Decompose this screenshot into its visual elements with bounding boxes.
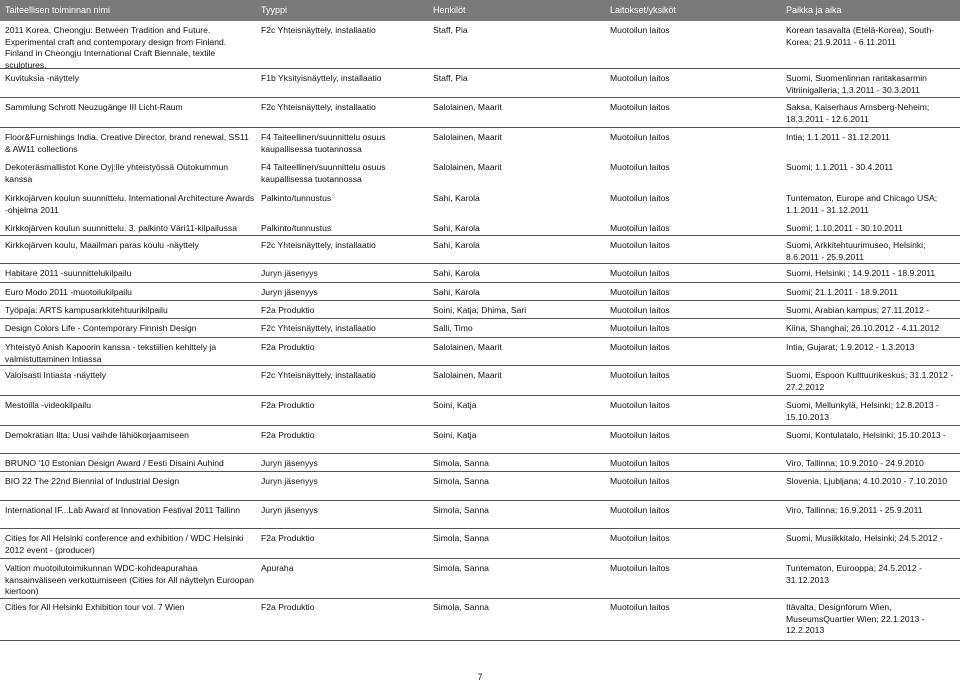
activity-type: Juryn jäsenyys xyxy=(261,268,318,278)
activity-type: F2c Yhteisnäyttely, installaatio xyxy=(261,240,376,250)
activity-place-time: Intia, Gujarat; 1.9.2012 - 1.3.2013 xyxy=(786,342,915,352)
row-divider xyxy=(0,598,960,599)
activity-department: Muotoilun laitos xyxy=(610,240,670,250)
activity-place-time: Suomi, Arkkitehtuurimuseo, Helsinki; 8.6.2011 - 25.9.2011 xyxy=(786,240,926,262)
row-divider xyxy=(0,471,960,472)
activity-persons: Sahi, Karola xyxy=(433,223,480,233)
activity-department: Muotoilun laitos xyxy=(610,162,670,172)
activity-persons: Salolainen, Maarit xyxy=(433,132,502,142)
activity-type: Palkinto/tunnustus xyxy=(261,223,332,233)
activity-department: Muotoilun laitos xyxy=(610,223,670,233)
activity-place-time: Kiina, Shanghai; 26.10.2012 - 4.11.2012 xyxy=(786,323,940,333)
page-number: 7 xyxy=(477,672,483,682)
row-divider xyxy=(0,640,960,641)
activity-name: Kuvituksia -näyttely xyxy=(5,73,80,83)
row-divider xyxy=(0,395,960,396)
activity-place-time: Tuntematon, Europe and Chicago USA; 1.1.2011 - 31.12.2011 xyxy=(786,193,938,215)
activity-persons: Staff, Pia xyxy=(433,73,468,83)
activity-department: Muotoilun laitos xyxy=(610,533,670,543)
activity-type: Juryn jäsenyys xyxy=(261,505,318,515)
activity-name: Floor&Furnishings India. Creative Director, brand renewal, SS11 & AW11 collections xyxy=(5,132,249,154)
activity-name: Yhteistyö Anish Kapoorin kanssa - tekstiilien kehittely ja valmistuttaminen Intiassa xyxy=(5,342,217,364)
activity-department: Muotoilun laitos xyxy=(610,400,670,410)
activity-name: BRUNO '10 Estonian Design Award / Eesti Disaini Auhind xyxy=(5,458,224,468)
activity-persons: Simola, Sanna xyxy=(433,476,489,486)
activity-type: F2a Produktio xyxy=(261,305,315,315)
activity-type: F2c Yhteisnäyttely, installaatio xyxy=(261,25,376,35)
activity-persons: Sahi, Karola xyxy=(433,287,480,297)
activity-persons: Staff, Pia xyxy=(433,25,468,35)
activity-persons: Salolainen, Maarit xyxy=(433,102,502,112)
activity-department: Muotoilun laitos xyxy=(610,73,670,83)
activity-place-time: Suomi; 21.1.2011 - 18.9.2011 xyxy=(786,287,898,297)
activity-name: Valtion muotoilutoimikunnan WDC-kohdeapurahaa kansainväliseen verkottumiseen (Cities for All näyttelyn Euroopan kiertoon) xyxy=(5,563,254,596)
activity-persons: Simola, Sanna xyxy=(433,533,489,543)
activity-persons: Salolainen, Maarit xyxy=(433,162,502,172)
activity-persons: Salolainen, Maarit xyxy=(433,342,502,352)
activity-type: Juryn jäsenyys xyxy=(261,458,318,468)
activity-persons: Salli, Timo xyxy=(433,323,473,333)
activity-type: F2a Produktio xyxy=(261,342,315,352)
column-header-place-time: Paikka ja aika xyxy=(786,5,842,15)
column-header-name: Taiteellisen toiminnan nimi xyxy=(5,5,111,15)
row-divider xyxy=(0,300,960,301)
activity-name: Mestoilla -videokilpailu xyxy=(5,400,91,410)
activity-persons: Simola, Sanna xyxy=(433,602,489,612)
activity-department: Muotoilun laitos xyxy=(610,602,670,612)
activity-department: Muotoilun laitos xyxy=(610,193,670,203)
activity-department: Muotoilun laitos xyxy=(610,305,670,315)
activity-type: F2c Yhteisnäyttely, installaatio xyxy=(261,370,376,380)
activity-type: F2a Produktio xyxy=(261,533,315,543)
activity-type: F2a Produktio xyxy=(261,400,315,410)
activity-place-time: Suomi, Kontulatalo, Helsinki; 15.10.2013 - xyxy=(786,430,947,440)
activity-persons: Simola, Sanna xyxy=(433,458,489,468)
activity-place-time: Saksa, Kaiserhaus Arnsberg-Neheim; 18.3.2011 - 12.6.2011 xyxy=(786,102,930,124)
activity-name: Kirkkojärven koulun suunnittelu. 3. palkinto Väri11-kilpailussa xyxy=(5,223,237,233)
activity-department: Muotoilun laitos xyxy=(610,342,670,352)
activity-type: F1b Yksityisnäyttely, installaatio xyxy=(261,73,382,83)
activity-persons: Simola, Sanna xyxy=(433,505,489,515)
activity-place-time: Suomi; 1.10.2011 - 30.10.2011 xyxy=(786,223,903,233)
activity-persons: Salolainen, Maarit xyxy=(433,370,502,380)
activity-persons: Sahi, Karola xyxy=(433,193,480,203)
row-divider xyxy=(0,425,960,426)
activity-place-time: Suomi, Helsinki ; 14.9.2011 - 18.9.2011 xyxy=(786,268,936,278)
activity-department: Muotoilun laitos xyxy=(610,505,670,515)
activity-type: F2a Produktio xyxy=(261,602,315,612)
activity-department: Muotoilun laitos xyxy=(610,102,670,112)
activity-place-time: Suomi, Musiikkitalo, Helsinki; 24.5.2012 - xyxy=(786,533,943,543)
activity-persons: Soini, Katja xyxy=(433,400,477,410)
table-header xyxy=(0,0,960,21)
activity-place-time: Suomi, Suomenlinnan rantakasarmin Vitriinigalleria; 1.3.2011 - 30.3.2011 xyxy=(786,73,927,95)
row-divider xyxy=(0,500,960,501)
activity-type: F2c Yhteisnäyttely, installaatio xyxy=(261,102,376,112)
activity-department: Muotoilun laitos xyxy=(610,563,670,573)
activity-place-time: Viro, Tallinna; 16.9.2011 - 25.9.2011 xyxy=(786,505,923,515)
activity-name: Dekoteräsmallistot Kone Oyj:lle yhteistyössä Outokummun kanssa xyxy=(5,162,229,184)
activity-department: Muotoilun laitos xyxy=(610,370,670,380)
row-divider xyxy=(0,282,960,283)
column-header-type: Tyyppi xyxy=(261,5,288,15)
activity-place-time: Intia; 1.1.2011 - 31.12.2011 xyxy=(786,132,890,142)
activity-type: Juryn jäsenyys xyxy=(261,476,318,486)
column-header-department: Laitokset/yksiköt xyxy=(610,5,677,15)
row-divider xyxy=(0,127,960,128)
activity-name: Kirkkojärven koulun suunnittelu. International Architecture Awards -ohjelma 2011 xyxy=(5,193,255,215)
activity-name: 2011 Korea, Cheongju: Between Tradition and Future. Experimental craft and contemporary design from Finland. Finland in Cheongju International Craft Biennale, textile sculptures. xyxy=(5,25,227,70)
activity-name: Demokratian Ilta: Uusi vaihde lähiökorjaamiseen xyxy=(5,430,189,440)
activity-type: Palkinto/tunnustus xyxy=(261,193,332,203)
activity-place-time: Tuntematon, Eurooppa; 24.5.2012 - 31.12.2013 xyxy=(786,563,922,585)
activity-department: Muotoilun laitos xyxy=(610,287,670,297)
activity-name: Työpaja: ARTS kampusarkkitehtuurikilpailu xyxy=(5,305,168,315)
row-divider xyxy=(0,68,960,69)
row-divider xyxy=(0,337,960,338)
row-divider xyxy=(0,263,960,264)
activity-department: Muotoilun laitos xyxy=(610,323,670,333)
activity-department: Muotoilun laitos xyxy=(610,430,670,440)
activity-persons: Sahi, Karola xyxy=(433,268,480,278)
activity-type: F2c Yhteisnäyttely, installaatio xyxy=(261,323,376,333)
activity-name: Euro Modo 2011 -muotoilukilpailu xyxy=(5,287,132,297)
activity-place-time: Suomi, Espoon Kulttuurikeskus; 31.1.2012 - 27.2.2012 xyxy=(786,370,954,392)
activity-persons: Simola, Sanna xyxy=(433,563,489,573)
activity-type: F4 Taiteellinen/suunnittelu osuus kaupallisessa tuotannossa xyxy=(261,162,386,184)
activity-place-time: Korean tasavalta (Etelä-Korea), South-Korea; 21.9.2011 - 6.11.2011 xyxy=(786,25,935,47)
activity-type: Apuraha xyxy=(261,563,294,573)
row-divider xyxy=(0,528,960,529)
activity-name: Cities for All Helsinki conference and exhibition / WDC Helsinki 2012 event - (producer) xyxy=(5,533,244,555)
activity-place-time: Suomi; 1.1.2011 - 30.4.2011 xyxy=(786,162,894,172)
row-divider xyxy=(0,365,960,366)
activity-type: F4 Taiteellinen/suunnittelu osuus kaupallisessa tuotannossa xyxy=(261,132,386,154)
activity-place-time: Slovenia, Ljubljana; 4.10.2010 - 7.10.2010 xyxy=(786,476,948,486)
activity-name: Kirkkojärven koulu, Maailman paras koulu -näyttely xyxy=(5,240,199,250)
activity-name: Design Colors Life - Contemporary Finnish Design xyxy=(5,323,197,333)
activity-place-time: Viro, Tallinna; 10.9.2010 - 24.9.2010 xyxy=(786,458,924,468)
row-divider xyxy=(0,318,960,319)
activity-department: Muotoilun laitos xyxy=(610,458,670,468)
activity-type: Juryn jäsenyys xyxy=(261,287,318,297)
activity-place-time: Suomi, Arabian kampus; 27.11.2012 - xyxy=(786,305,930,315)
activity-name: Cities for All Helsinki Exhibition tour vol. 7 Wien xyxy=(5,602,185,612)
activity-persons: Soini, Katja; Dhima, Sari xyxy=(433,305,527,315)
column-header-persons: Henkilöt xyxy=(433,5,466,15)
row-divider xyxy=(0,558,960,559)
activity-name: Habitare 2011 -suunnittelukilpailu xyxy=(5,268,132,278)
activity-type: F2a Produktio xyxy=(261,430,315,440)
activity-name: BIO 22 The 22nd Biennial of Industrial Design xyxy=(5,476,180,486)
activity-place-time: Suomi, Mellunkylä, Helsinki; 12.8.2013 - 15.10.2013 xyxy=(786,400,939,422)
activity-department: Muotoilun laitos xyxy=(610,25,670,35)
activity-name: International IF...Lab Award at Innovation Festival 2011 Tallinn xyxy=(5,505,241,515)
activity-department: Muotoilun laitos xyxy=(610,268,670,278)
activity-name: Valoisasti Intiasta -näyttely xyxy=(5,370,107,380)
row-divider xyxy=(0,453,960,454)
activity-persons: Soini, Katja xyxy=(433,430,477,440)
activity-department: Muotoilun laitos xyxy=(610,476,670,486)
activity-department: Muotoilun laitos xyxy=(610,132,670,142)
row-divider xyxy=(0,97,960,98)
activity-persons: Sahi, Karola xyxy=(433,240,480,250)
row-divider xyxy=(0,235,960,236)
activity-place-time: Itävalta, Designforum Wien, MuseumsQuartier Wien; 22.1.2013 - 12.2.2013 xyxy=(786,602,925,635)
activity-name: Sammlung Schrott Neuzugänge III Licht-Raum xyxy=(5,102,183,112)
